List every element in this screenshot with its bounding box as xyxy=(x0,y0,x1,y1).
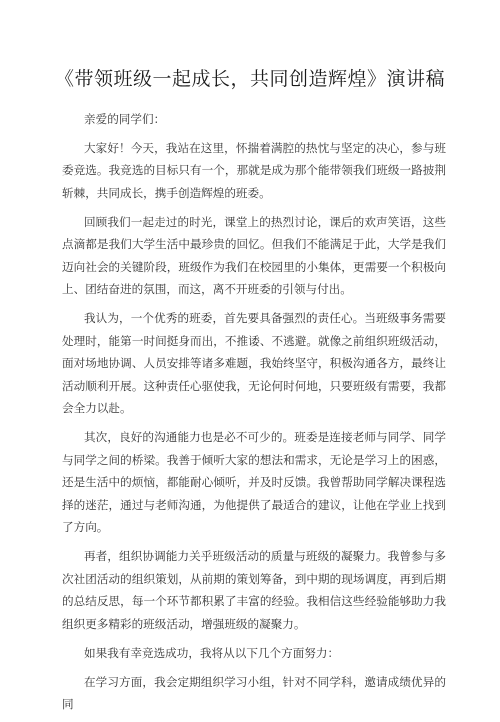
paragraph: 回顾我们一起走过的时光，课堂上的热烈讨论，课后的欢声笑语，这些点滴都是我们大学生活中最珍贵的回忆。但我们不能满足于此，大学是我们迈向社会的关键阶段，班级作为我们在校园里的小集体，更需要一个积极向上、团结奋进的氛围，而这，离不开班委的引领与付出。 xyxy=(62,214,446,296)
document-body xyxy=(62,108,446,722)
salutation: 亲爱的同学们： xyxy=(84,112,166,126)
document-title: 《带领班级一起成长，共同创造辉煌》演讲稿 xyxy=(54,68,445,90)
paragraph: 我认为，一个优秀的班委，首先要具备强烈的责任心。当班级事务需要处理时，能第一时间挺身而出，不推诿、不逃避。就像之前组织班级活动，面对场地协调、人员安排等诸多难题，我始终坚守，积极沟通各方，最终让活动顺利开展。这种责任心驱使我，无论何时何地，只要班级有需要，我都会全力以赴。 xyxy=(62,311,446,415)
paragraph: 大家好！今天，我站在这里，怀揣着满腔的热忱与坚定的决心，参与班委竞选。我竞选的目标只有一个，那就是成为那个能带领我们班级一路披荆斩棘，共同成长，携手创造辉煌的班委。 xyxy=(62,140,446,200)
paragraph: 在学习方面，我会定期组织学习小组，针对不同学科，邀请成绩优异的同 xyxy=(62,674,446,711)
paragraph: 再者，组织协调能力关乎班级活动的质量与班级的凝聚力。我曾参与多次社团活动的组织策划，从前期的策划筹备，到中期的现场调度，再到后期的总结反思，每一个环节都积累了丰富的经验。我相信这些经验能够助力我组织更多精彩的班级活动，增强班级的凝聚力。 xyxy=(62,549,446,631)
paragraph: 其次，良好的沟通能力也是必不可少的。班委是连接老师与同学、同学与同学之间的桥梁。我善于倾听大家的想法和需求，无论是学习上的困惑，还是生活中的烦恼，都能耐心倾听，并及时反馈。我曾帮助同学解决课程选择的迷茫，通过与老师沟通，为他提供了最适合的建议，让他在学业上找到了方向。 xyxy=(62,430,446,534)
paragraph: 如果我有幸竞选成功，我将从以下几个方面努力： xyxy=(84,645,340,660)
